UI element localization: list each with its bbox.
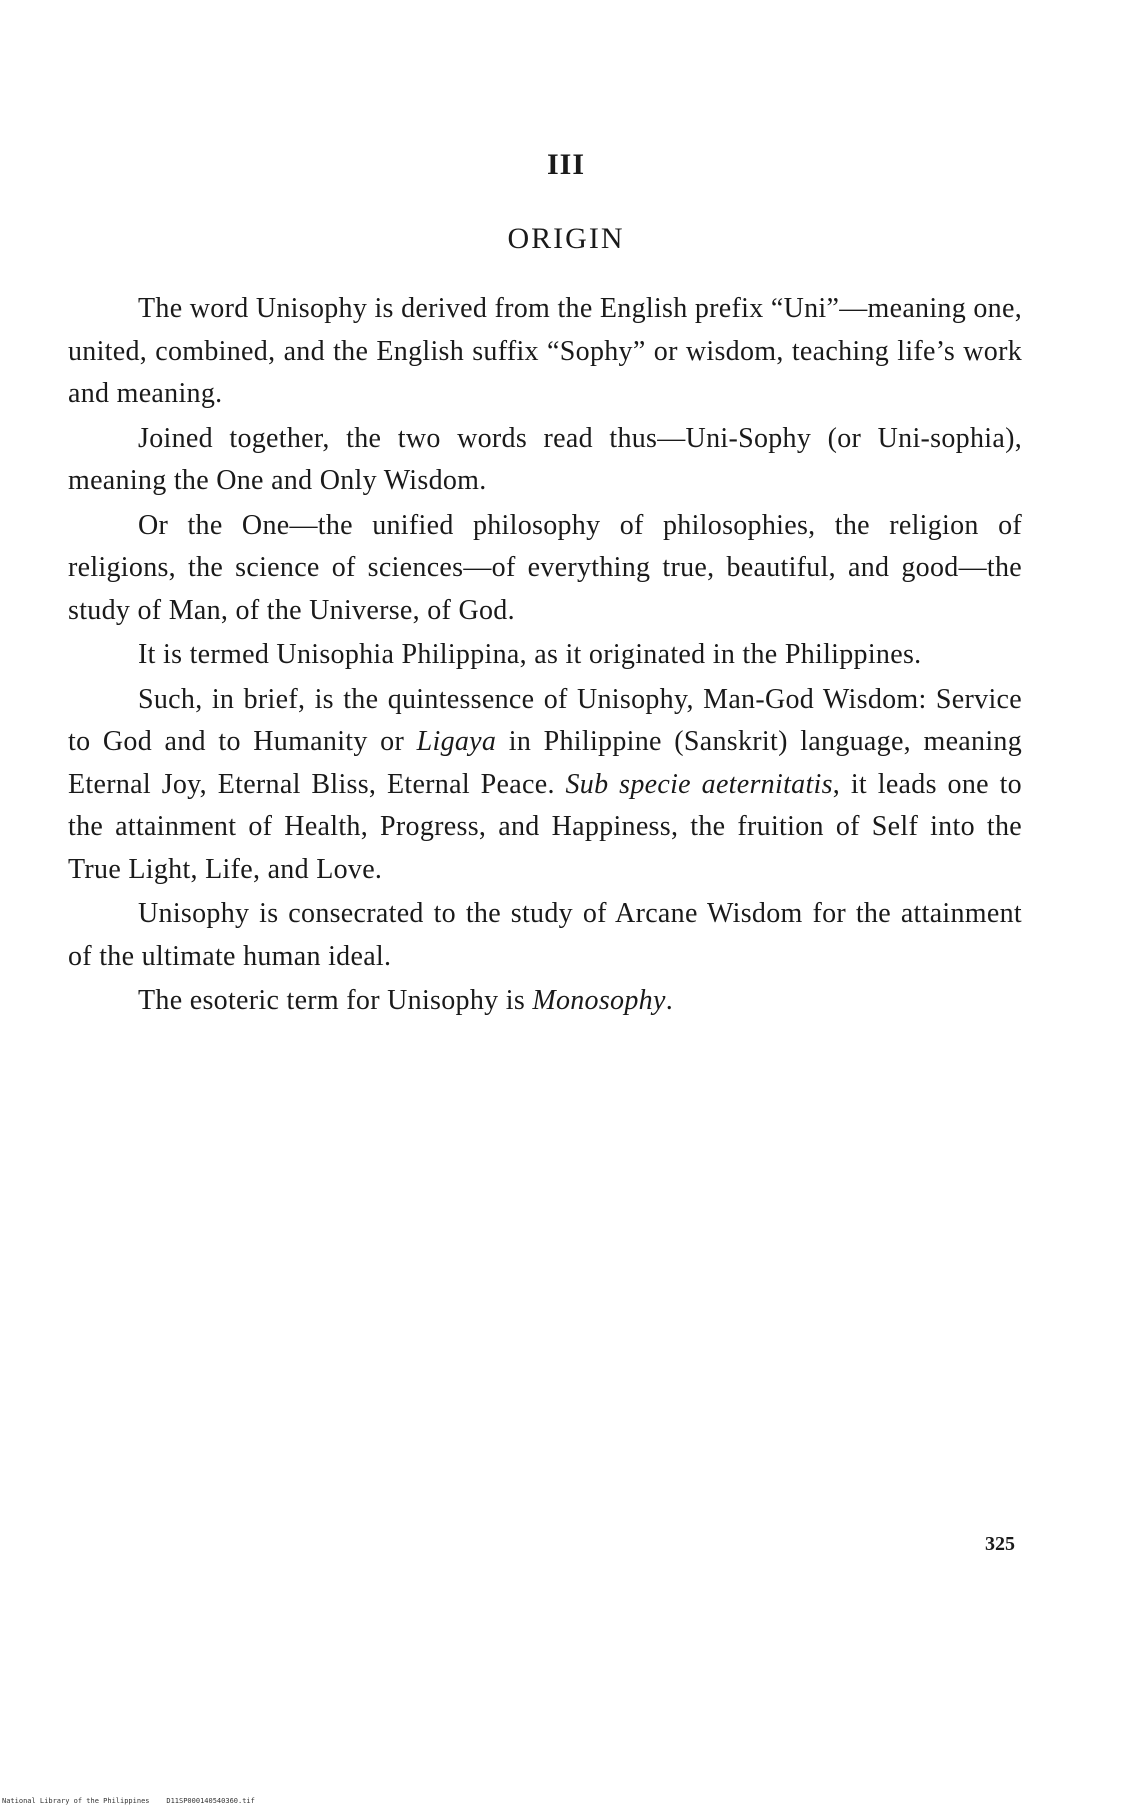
italic-term: Ligaya (416, 726, 497, 757)
paragraph (68, 893, 1022, 978)
paragraph (68, 418, 1022, 503)
body-text (68, 288, 1022, 1025)
text-segment: It is termed Unisophia Philippina, as it originated in the Philippines. (138, 639, 922, 670)
text-segment: . (665, 985, 673, 1016)
italic-term: Monosophy (532, 985, 666, 1016)
chapter-title: ORIGIN (507, 222, 625, 255)
text-segment: The esoteric term for Unisophy is (138, 985, 533, 1016)
text-segment: , it leads one to the attainment of Health, Progress, and Happiness, the fruition of Self into the True Light, Life, and Love. (68, 768, 1022, 885)
text-segment: The word Unisophy is derived from the English prefix “Uni”—meaning one, united, combined, and the English suffix “Sophy” or wisdom, teaching life’s work and meaning. (68, 293, 1022, 409)
paragraph (68, 288, 1022, 416)
text-segment: Such, in brief, is the quintessence of Unisophy, Man-God Wisdom: Service to God and to Humanity or (68, 683, 1022, 757)
text-segment: Unisophy is consecrated to the study of Arcane Wisdom for the attainment of the ultimate human ideal. (68, 898, 1022, 972)
text-segment: Joined together, the two words read thus—Uni-Sophy (or Uni-sophia), meaning the One and Only Wisdom. (68, 422, 1022, 496)
scan-caption: National Library of the Philippines D11SP000140540360.tif (2, 1797, 255, 1805)
text-segment: in Philippine (Sanskrit) language, meaning Eternal Joy, Eternal Bliss, Eternal Peace. (68, 726, 1022, 800)
paragraph (68, 980, 1022, 1023)
text-segment: Or the One—the unified philosophy of philosophies, the religion of religions, the science of sciences—of everything true, beautiful, and good—the study of Man, of the Universe, of God. (68, 509, 1022, 626)
page-number: 325 (985, 1533, 1015, 1555)
chapter-number: III (546, 148, 586, 181)
italic-term: Sub specie aeternitatis (565, 768, 833, 800)
paragraph (68, 505, 1022, 633)
paragraph (68, 679, 1022, 892)
paragraph (68, 634, 1022, 677)
